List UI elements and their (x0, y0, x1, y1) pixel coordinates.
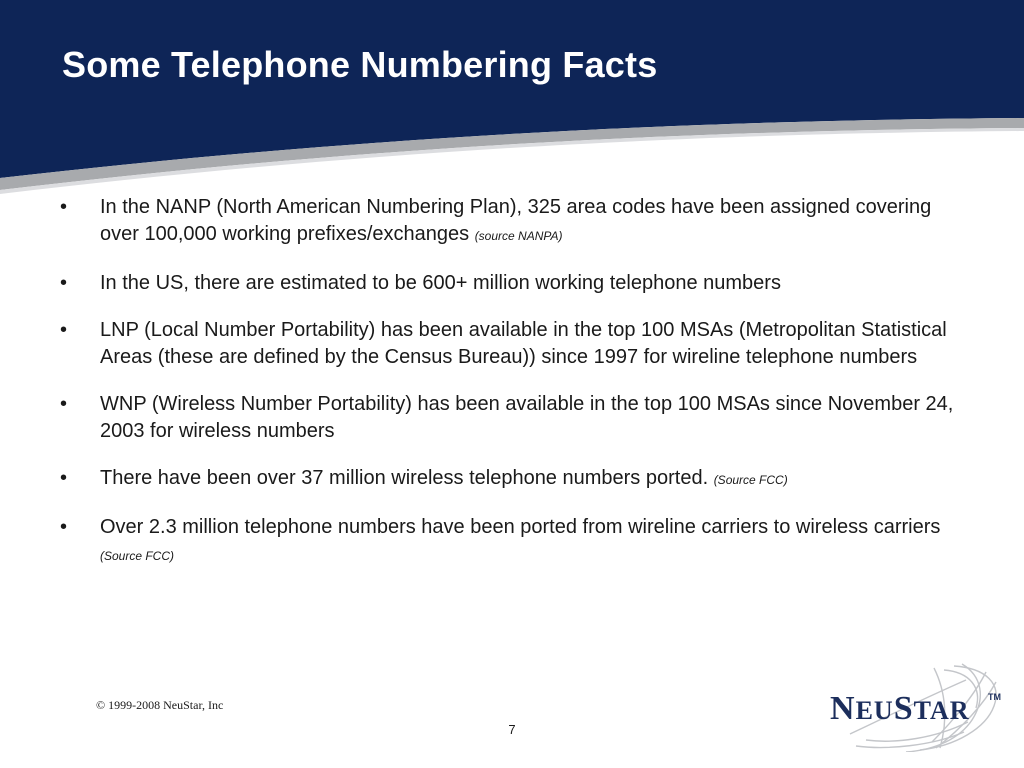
bullet-item (58, 194, 968, 250)
bullet-marker: • (60, 467, 68, 489)
bullet-item (58, 514, 968, 570)
bullet-text: In the US, there are estimated to be 600+ million working telephone numbers (100, 272, 781, 294)
bullet-text: In the NANP (North American Numbering Plan), 325 area codes have been assigned covering over 100,000 working prefixes/exchanges (100, 196, 932, 245)
source-note: (source NANPA) (474, 229, 563, 243)
header-navy-band (0, 0, 1024, 178)
bullet-item (58, 465, 968, 494)
header-banner (0, 0, 1024, 200)
bullet-item (58, 317, 968, 371)
logo-letters: TAR (913, 696, 970, 725)
trademark-mark: TM (988, 692, 1001, 702)
source-note: (Source FCC) (100, 549, 175, 563)
bullet-text: Over 2.3 million telephone numbers have been ported from wireline carriers to wireless carriers (100, 516, 941, 538)
logo-letters: EU (855, 696, 894, 725)
bullet-marker: • (60, 196, 68, 218)
bullet-text: LNP (Local Number Portability) has been available in the top 100 MSAs (Metropolitan Statistical Areas (these are defined by the Census Bureau)) since 1997 for wireline telephone numbers (100, 319, 947, 368)
bullet-marker: • (60, 393, 68, 415)
source-note: (Source FCC) (713, 473, 788, 487)
bullet-list (58, 194, 968, 590)
copyright-notice: © 1999-2008 NeuStar, Inc (96, 698, 224, 712)
bullet-item (58, 391, 968, 445)
bullet-marker: • (60, 272, 68, 294)
logo-letter: N (830, 690, 856, 727)
bullet-text: WNP (Wireless Number Portability) has been available in the top 100 MSAs since November 24, 2003 for wireless numbers (100, 393, 954, 442)
neustar-logo (826, 662, 1016, 752)
page-number: 7 (508, 722, 516, 737)
bullet-marker: • (60, 319, 68, 341)
logo-wordmark (830, 690, 970, 728)
bullet-marker: • (60, 516, 68, 538)
slide-title: Some Telephone Numbering Facts (62, 44, 658, 85)
bullet-item (58, 270, 968, 297)
logo-letter: S (893, 690, 914, 727)
bullet-text: There have been over 37 million wireless telephone numbers ported. (100, 467, 709, 489)
